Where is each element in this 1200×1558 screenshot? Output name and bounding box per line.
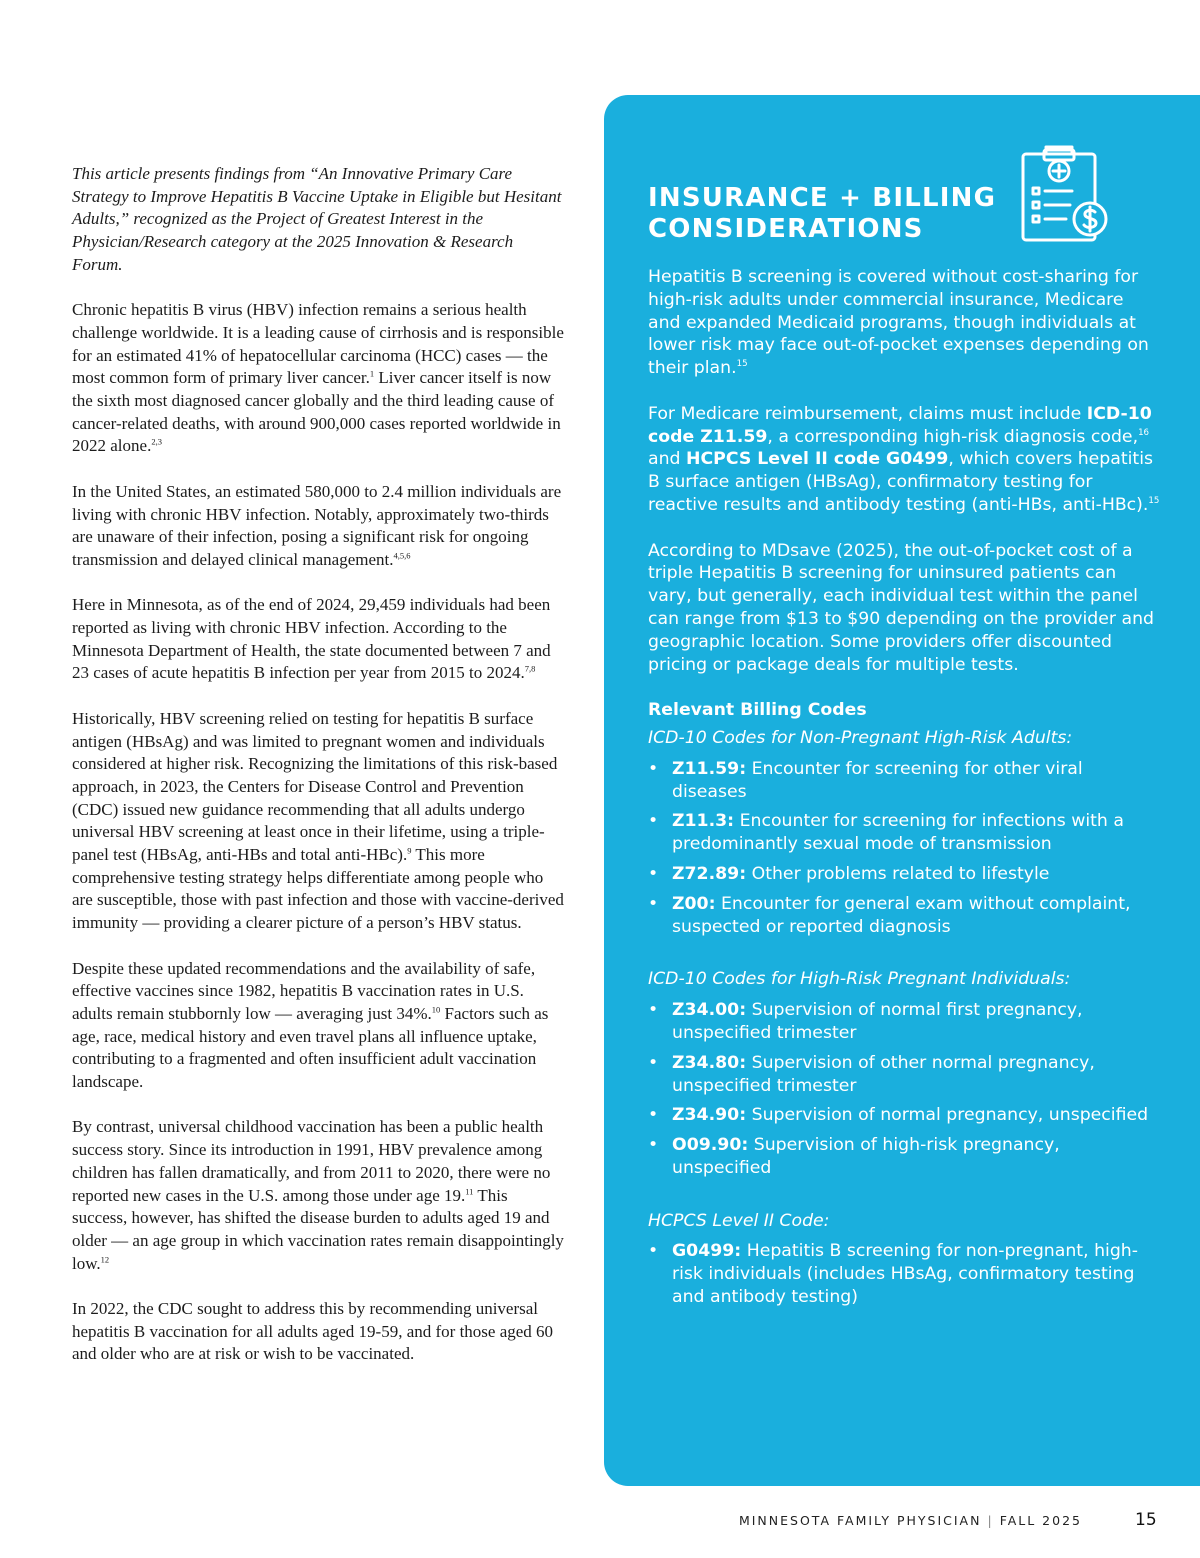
code-list-item: • G0499: Hepatitis B screening for non-pregnant, high-risk individuals (includes HBsAg, confirmatory testing and antibody testing): [648, 1240, 1160, 1308]
article-paragraph: Despite these updated recommendations and the availability of safe, effective vaccines since 1982, hepatitis B vaccination rates in U.S. adults remain stubbornly low — averaging just 34%.$^{10}$ Factors such as age, race, medical history and even travel plans all influence uptake, contributing to a fragmented and often insufficient adult vaccination landscape.: [72, 958, 549, 1092]
code-list-item: • Z34.90: Supervision of normal pregnancy, unspecified: [648, 1104, 1160, 1127]
code-list-item: • O09.90: Supervision of high-risk pregnancy, unspecified: [648, 1134, 1160, 1180]
sidebar-body: [648, 266, 1160, 1316]
issue-label: FALL 2025: [999, 1513, 1082, 1528]
reference-marker: 4,5,6: [393, 550, 411, 561]
code-list-item: • Z11.3: Encounter for screening for infections with a predominantly sexual mode of transmission: [648, 810, 1160, 856]
reference-marker: 15: [736, 359, 748, 370]
reference-marker: 2,3: [151, 436, 162, 447]
reference-marker: 15: [1148, 496, 1160, 507]
reference-marker: 11: [465, 1185, 474, 1196]
code-list-item: • Z34.00: Supervision of normal first pregnancy, unspecified trimester: [648, 999, 1160, 1045]
reference-marker: 16: [1138, 427, 1150, 438]
article-body: [72, 163, 564, 1389]
billing-sidebar: [604, 95, 1200, 1486]
reference-marker: 1: [369, 368, 375, 379]
code-group-title: ICD-10 Codes for Non-Pregnant High-Risk Adults:: [648, 727, 1073, 748]
article-paragraph: Here in Minnesota, as of the end of 2024, 29,459 individuals had been reported as living with chronic HBV infection. According to the Minnesota Department of Health, the state documented between 7 and 23 cases of acute hepatitis B infection per year from 2015 to 2024.$^{7,8}$: [72, 595, 551, 683]
article-paragraph: Chronic hepatitis B virus (HBV) infection remains a serious health challenge worldwide. It is a leading cause of cirrhosis and is responsible for an estimated 41% of hepatocellular carcinoma (HCC) cases — the most common form of primary liver cancer.$^1$ Liver cancer itself is now the sixth most diagnosed cancer globally and the third leading cause of cancer-related deaths, with around 900,000 cases reported worldwide in 2022 alone.$^{2,3}$: [72, 300, 564, 456]
billing-codes-heading: Relevant Billing Codes: [648, 700, 867, 721]
sidebar-paragraph: For Medicare reimbursement, claims must include ICD-10 code Z11.59, a corresponding high-risk diagnosis code,$^{16}$ and HCPCS Level II code G0499, which covers hepatitis B surface antigen (HBsAg), confirmatory testing for reactive results and antibody testing (anti-HBs, anti-HBc).$^{15}$: [648, 403, 1160, 515]
sidebar-paragraph: According to MDsave (2025), the out-of-pocket cost of a triple Hepatitis B screening for uninsured patients can vary, but generally, each individual test within the panel can range from $13 to $90 depending on the provider and geographic location. Some providers offer discounted pricing or package deals for multiple tests.: [648, 540, 1155, 675]
reference-marker: 12: [100, 1254, 110, 1264]
article-paragraph: In 2022, the CDC sought to address this by recommending universal hepatitis B vaccination for all adults aged 19-59, and for those aged 60 and older who are at risk or wish to be vaccinated.: [72, 1299, 554, 1364]
article-paragraph: Historically, HBV screening relied on testing for hepatitis B surface antigen (HBsAg) and was limited to pregnant women and individuals considered at higher risk. Recognizing the limitations of this risk-based approach, in 2023, the Centers for Disease Control and Prevention (CDC) issued new guidance recommending that all adults undergo universal HBV screening at least once in their lifetime, using a triple-panel test (HBsAg, anti-HBs and total anti-HBc).$^9$ This more comprehensive testing strategy helps differentiate among people who are susceptible, those with past infection and those with vaccine-derived immunity — providing a clearer picture of a person’s HBV status.: [72, 708, 564, 933]
code-list-item: • Z34.80: Supervision of other normal pregnancy, unspecified trimester: [648, 1052, 1160, 1098]
code-list-item: • Z72.89: Other problems related to lifestyle: [648, 863, 1160, 886]
article-paragraph: By contrast, universal childhood vaccination has been a public health success story. Since its introduction in 1991, HBV prevalence among children has fallen dramatically, and from 2011 to 2020, there were no reported new cases in the U.S. among those under age 19.11 This success, however, has shifted the disease burden to adults aged 19 and older — an age group in which vaccination rates remain disappointingly low.$^{12}$: [72, 1117, 564, 1273]
footer-separator: |: [987, 1513, 994, 1528]
sidebar-paragraph: Hepatitis B screening is covered without cost-sharing for high-risk adults under commercial insurance, Medicare and expanded Medicaid programs, though individuals at lower risk may face out-of-pocket expenses depending on their plan.$^{15}$: [648, 267, 1149, 379]
article-paragraph: In the United States, an estimated 580,000 to 2.4 million individuals are living with chronic HBV infection. Notably, approximately two-thirds are unaware of their infection, posing a significant risk for ongoing transmission and delayed clinical management.$^{4,5,6}$: [72, 481, 562, 569]
code-list: [648, 758, 1160, 939]
page-footer: [739, 1513, 1082, 1528]
code-list-item: • Z00: Encounter for general exam without complaint, suspected or reported diagnosis: [648, 893, 1160, 939]
code-list-item: • Z11.59: Encounter for screening for other viral diseases: [648, 758, 1160, 804]
reference-marker: 7,8: [524, 663, 536, 674]
code-list: [648, 999, 1160, 1180]
page-number: 15: [1135, 1510, 1157, 1530]
reference-marker: 10: [431, 1004, 441, 1015]
article-intro: This article presents findings from “An Innovative Primary Care Strategy to Improve Hepatitis B Vaccine Uptake in Eligible but Hesitant Adults,” recognized as the Project of Greatest Interest in the Physician/Research category at the 2025 Innovation & Research Forum.: [72, 164, 562, 274]
code-list: [648, 1240, 1160, 1308]
code-group-title: ICD-10 Codes for High-Risk Pregnant Individuals:: [648, 969, 1071, 990]
clipboard-dollar-icon: [1020, 141, 1112, 245]
reference-marker: 9: [407, 845, 412, 856]
publication-name: MINNESOTA FAMILY PHYSICIAN: [738, 1513, 982, 1528]
code-group-title: HCPCS Level II Code:: [648, 1210, 830, 1231]
sidebar-title: INSURANCE + BILLING CONSIDERATIONS: [648, 183, 997, 244]
